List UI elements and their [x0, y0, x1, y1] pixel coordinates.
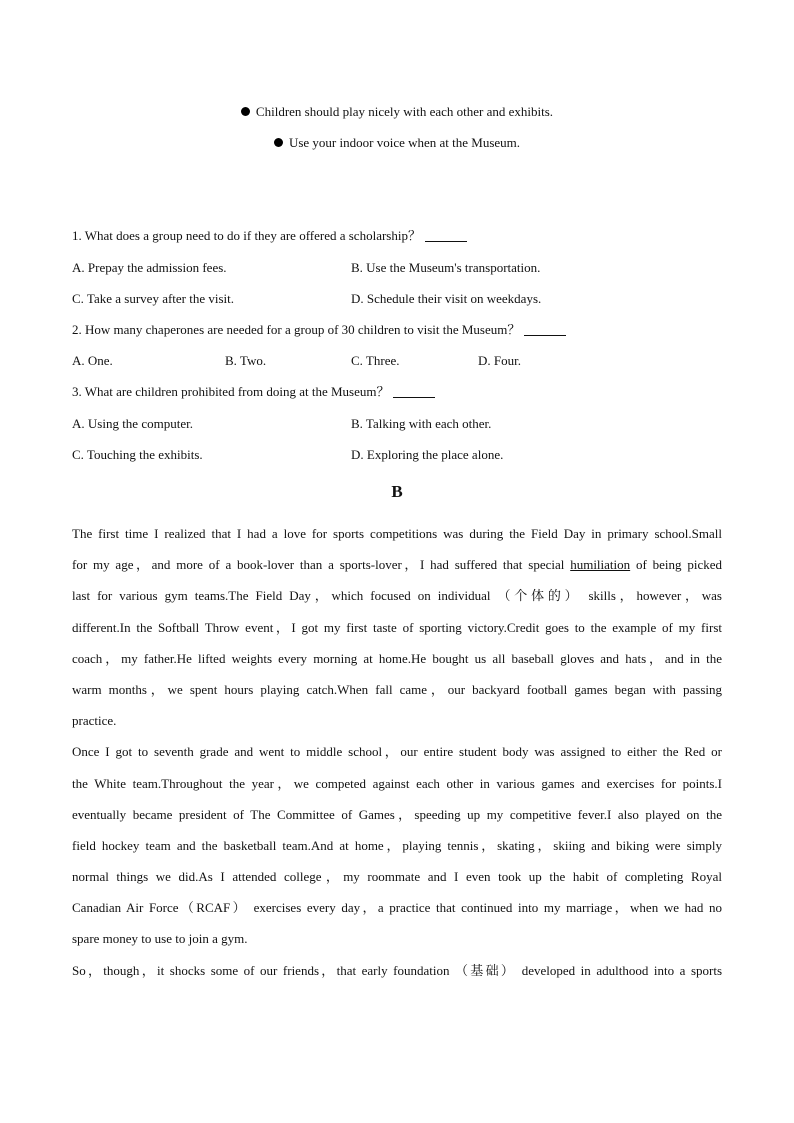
answer-blank[interactable] — [393, 385, 435, 398]
option-a[interactable]: A. Using the computer. — [72, 416, 193, 431]
option-a[interactable]: A. Prepay the admission fees. — [72, 260, 227, 275]
passage-line: So，though，it shocks some of our friends，that early foundation （基础） developed in adulthood into a sports — [72, 962, 722, 978]
passage-line: field hockey team and the basketball team.And at home，playing tennis，skating，skiing and biking were simply — [72, 837, 722, 853]
option-b[interactable]: B. Two. — [225, 353, 267, 368]
question-stem: 3. What are children prohibited from doing at the Museum？ — [72, 384, 390, 399]
option-a[interactable]: A. One. — [72, 353, 113, 368]
answer-blank[interactable] — [425, 229, 467, 242]
passage-line: eventually became president of The Committee of Games，speeding up my competitive fever.I also played on the — [72, 806, 722, 822]
option-c[interactable]: C. Three. — [351, 353, 400, 368]
rule-text: Use your indoor voice when at the Museum. — [288, 135, 521, 150]
passage-line: last for various gym teams.The Field Day，which focused on individual （个体的） skills，however，was — [72, 588, 722, 604]
passage-line: normal things we did.As I attended college，my roommate and I even took up the habit of completing Royal — [72, 869, 722, 885]
passage-line: Canadian Air Force（RCAF） exercises every day，a practice that continued into my marriage，when we had no — [72, 900, 722, 916]
option-d[interactable]: D. Exploring the place alone. — [351, 447, 504, 462]
option-c[interactable]: C. Take a survey after the visit. — [72, 291, 235, 306]
option-b[interactable]: B. Talking with each other. — [351, 416, 492, 431]
passage-line: different.In the Softball Throw event，I got my first taste of sporting victory.Credit goes to the example of my first — [72, 619, 722, 635]
passage-line — [72, 549, 722, 580]
passage-text: for my age，and more of a book-lover than a sports-lover，I had suffered that special — [72, 557, 565, 573]
answer-blank[interactable] — [524, 323, 566, 336]
question-stem: 1. What does a group need to do if they are offered a scholarship？ — [72, 228, 421, 243]
passage-line: Once I got to seventh grade and went to middle school，our entire student body was assigned to either the Red or — [72, 744, 722, 760]
passage-line: coach，my father.He lifted weights every morning at home.He bought us all baseball gloves and hats，and in the — [72, 650, 722, 666]
rule-item — [0, 103, 794, 121]
question-2 — [72, 321, 566, 339]
question-stem: 2. How many chaperones are needed for a group of 30 children to visit the Museum？ — [72, 322, 521, 337]
passage-line: the White team.Throughout the year，we competed against each other in various games and exercises for points.I — [72, 775, 722, 791]
passage-text: of being picked — [630, 557, 723, 573]
rule-text: Children should play nicely with each other and exhibits. — [255, 104, 554, 119]
passage-line: practice. — [72, 713, 117, 729]
reading-passage — [72, 518, 722, 986]
rule-item — [0, 134, 794, 152]
question-1 — [72, 227, 467, 245]
underlined-word: humiliation — [570, 557, 631, 573]
bullet-icon — [241, 107, 250, 116]
passage-line: warm months，we spent hours playing catch.When fall came，our backyard football games began with passing — [72, 681, 722, 697]
section-title: B — [391, 482, 403, 501]
bullet-icon — [274, 138, 283, 147]
option-b[interactable]: B. Use the Museum's transportation. — [351, 260, 541, 275]
passage-line: spare money to use to join a gym. — [72, 931, 248, 947]
question-3 — [72, 383, 435, 401]
passage-line: The first time I realized that I had a love for sports competitions was during the Field Day in primary school.Small — [72, 526, 722, 541]
option-d[interactable]: D. Four. — [478, 353, 521, 368]
option-c[interactable]: C. Touching the exhibits. — [72, 447, 203, 462]
option-d[interactable]: D. Schedule their visit on weekdays. — [351, 291, 542, 306]
